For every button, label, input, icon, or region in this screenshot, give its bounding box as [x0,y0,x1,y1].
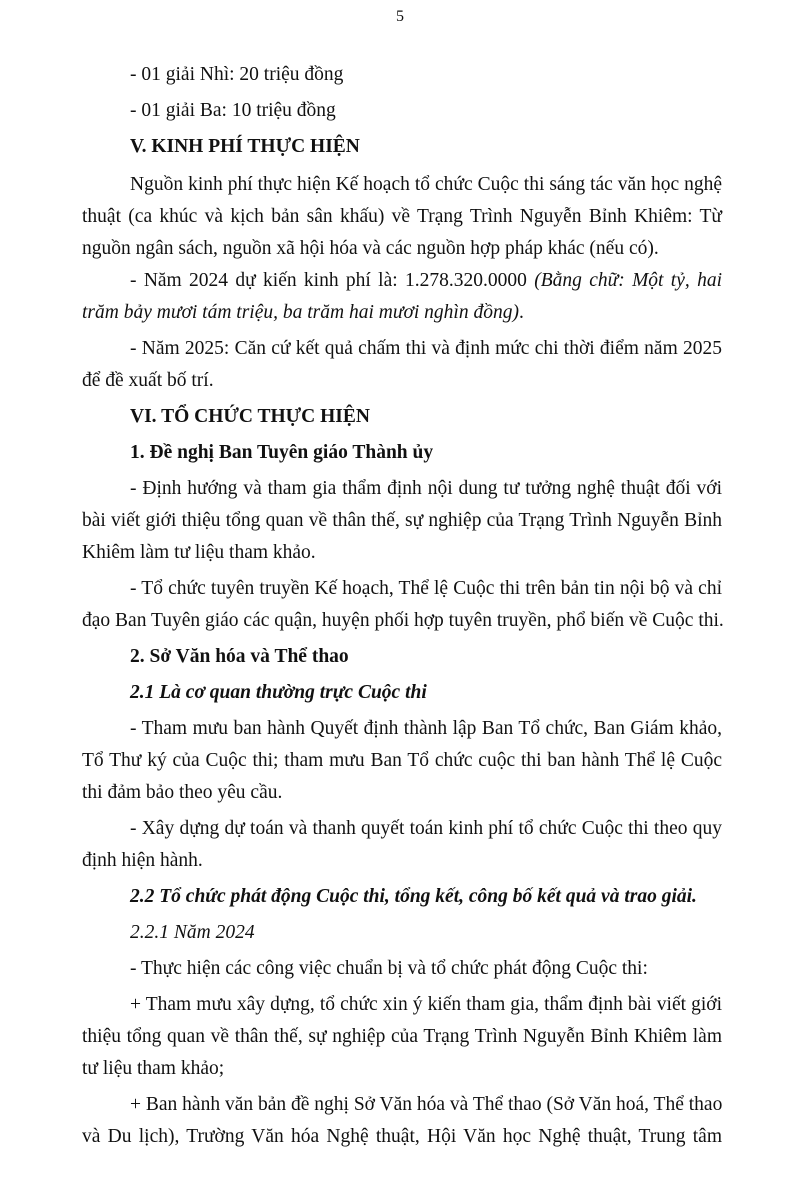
paragraph-line: thiệu tổng quan về thân thế, sự nghiệp của Trạng Trình Nguyễn Bỉnh Khiêm làm [82,1026,722,1047]
paragraph-line: đạo Ban Tuyên giáo các quận, huyện phối hợp tuyên truyền, phổ biến về Cuộc thi. [82,610,724,631]
paragraph-line: + Tham mưu xây dựng, tổ chức xin ý kiến tham gia, thẩm định bài viết giới [130,994,722,1015]
paragraph-line: thuật (ca khúc và kịch bản sân khấu) về Trạng Trình Nguyễn Bỉnh Khiêm: Từ [82,206,722,227]
paragraph-line: tư liệu tham khảo; [82,1058,225,1079]
paragraph-line: Nguồn kinh phí thực hiện Kế hoạch tổ chức Cuộc thi sáng tác văn học nghệ [130,174,722,195]
prize-second-line: - 01 giải Nhì: 20 triệu đồng [130,64,344,85]
subheading-culture-dept: 2. Sở Văn hóa và Thể thao [130,646,349,667]
paragraph-line: thi đảm bảo theo yêu cầu. [82,782,283,803]
paragraph-line: - Xây dựng dự toán và thanh quyết toán kinh phí tổ chức Cuộc thi theo quy [130,818,722,839]
paragraph-line: Tổ Thư ký của Cuộc thi; tham mưu Ban Tổ chức cuộc thi ban hành Thể lệ Cuộc [82,750,722,771]
paragraph-line: - Năm 2025: Căn cứ kết quả chấm thi và định mức chi thời điểm năm 2025 [130,338,722,359]
period: . [518,302,524,323]
paragraph-line: định hiện hành. [82,850,203,871]
paragraph-line: + Ban hành văn bản đề nghị Sở Văn hóa và Thể thao (Sở Văn hoá, Thể thao [130,1094,723,1115]
prize-third-line: - 01 giải Ba: 10 triệu đồng [130,100,336,121]
paragraph-line: để đề xuất bố trí. [82,370,214,391]
subheading-year-2024: 2.2.1 Năm 2024 [130,922,255,943]
subheading-propaganda-board: 1. Đề nghị Ban Tuyên giáo Thành ủy [130,442,434,463]
paragraph-line [130,268,722,294]
paragraph-line: Khiêm làm tư liệu tham khảo. [82,542,316,563]
paragraph-line: bài viết giới thiệu tổng quan về thân thế, sự nghiệp của Trạng Trình Nguyễn Bỉnh [82,510,722,531]
paragraph-line: - Thực hiện các công việc chuẩn bị và tổ chức phát động Cuộc thi: [130,958,648,979]
subheading-launch-awards: 2.2 Tổ chức phát động Cuộc thi, tổng kết, công bố kết quả và trao giải. [130,886,697,907]
paragraph-line: và Du lịch), Trường Văn hóa Nghệ thuật, Hội Văn học Nghệ thuật, Trung tâm [82,1126,722,1147]
budget-2024-words-cont: trăm bảy mươi tám triệu, ba trăm hai mươi nghìn đồng) [82,302,519,323]
page-number: 5 [396,8,404,25]
budget-2024-words: (Bằng chữ: Một tỷ, hai [534,270,723,291]
section-heading-implementation: VI. TỔ CHỨC THỰC HIỆN [130,406,370,427]
paragraph-line [82,300,524,326]
section-heading-funding: V. KINH PHÍ THỰC HIỆN [130,136,360,157]
paragraph-line: - Tham mưu ban hành Quyết định thành lập Ban Tổ chức, Ban Giám khảo, [130,718,722,739]
paragraph-line: - Định hướng và tham gia thẩm định nội dung tư tưởng nghệ thuật đối với [130,478,722,499]
budget-2024-text: - Năm 2024 dự kiến kinh phí là: 1.278.320.0000 [130,270,535,291]
subheading-standing-agency: 2.1 Là cơ quan thường trực Cuộc thi [130,682,427,703]
paragraph-line: - Tổ chức tuyên truyền Kế hoạch, Thể lệ Cuộc thi trên bản tin nội bộ và chỉ [130,578,722,599]
paragraph-line: nguồn ngân sách, nguồn xã hội hóa và các nguồn hợp pháp khác (nếu có). [82,238,659,259]
